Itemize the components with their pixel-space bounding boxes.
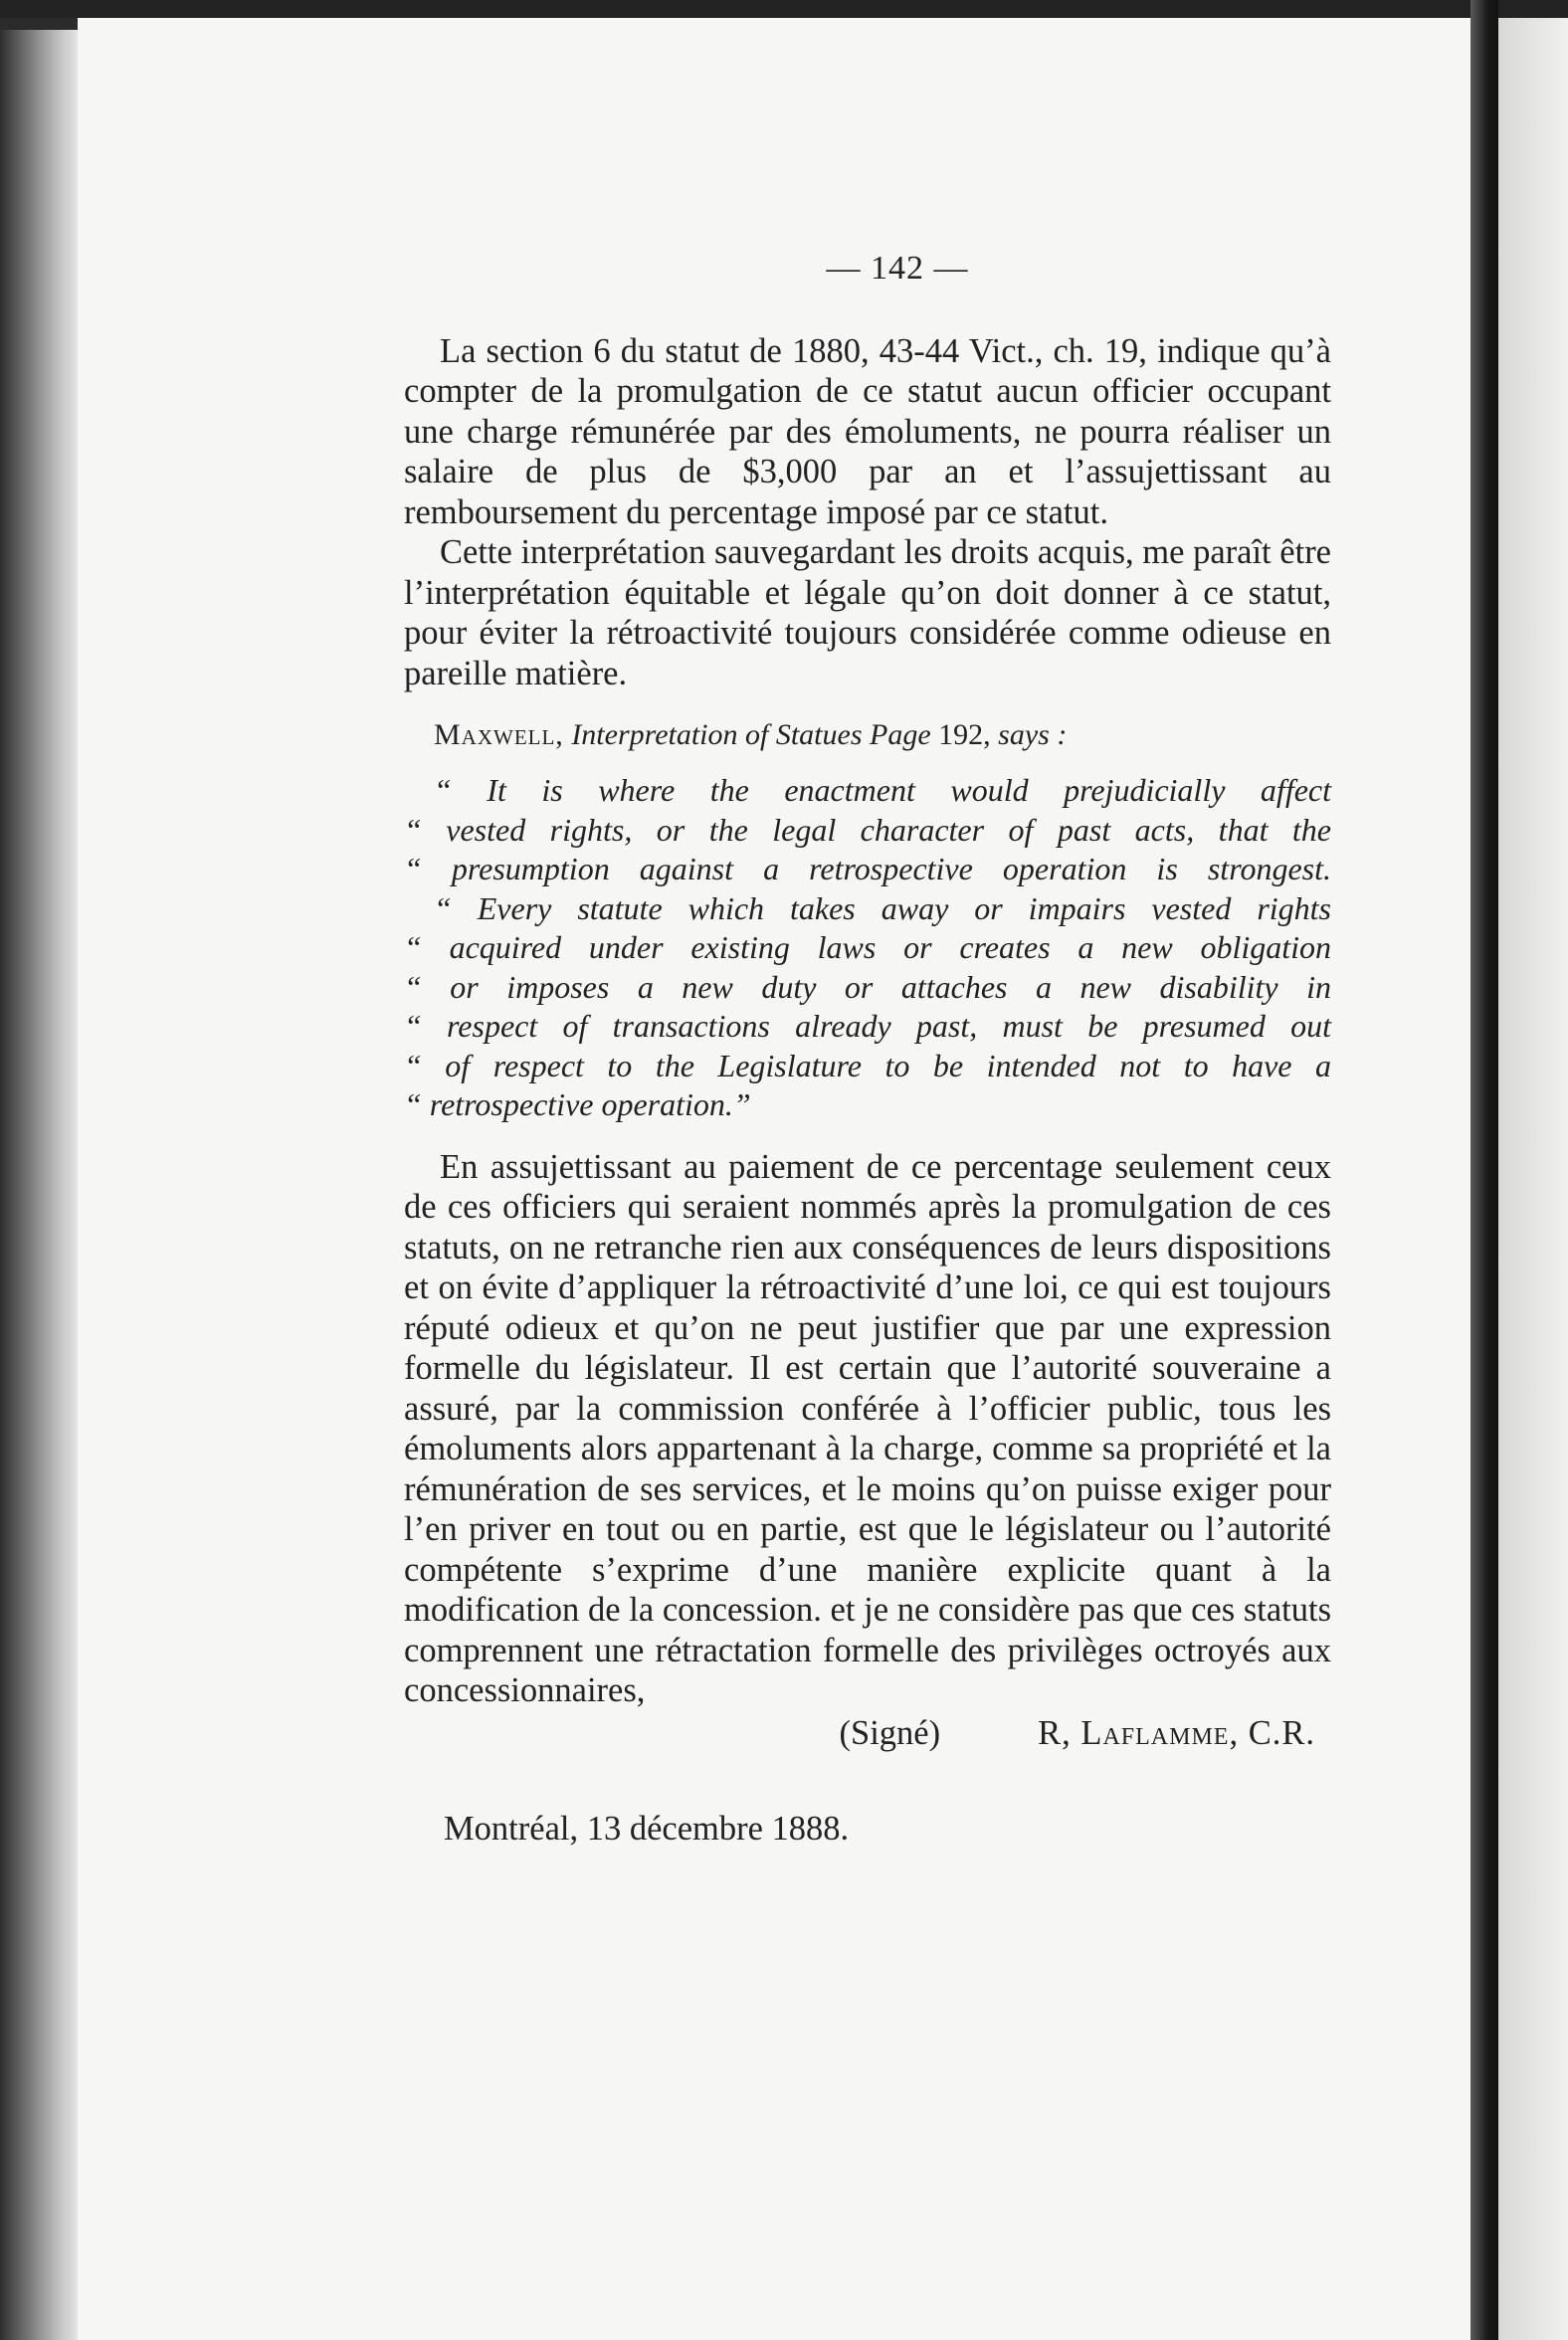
maxwell-quote (404, 771, 1331, 1125)
quote-line: “ It is where the enactment would prejudicially affect (434, 772, 1331, 808)
scan-top-border (0, 0, 1568, 18)
page-gutter (1470, 0, 1498, 2340)
quote-line: “ respect of transactions already past, must be presumed out (404, 1008, 1331, 1044)
quote-line: “ or imposes a new duty or attaches a new disability in (404, 968, 1331, 1005)
citation-work: Interpretation of Statues Page (571, 718, 931, 751)
signed-mark: (Signé) (839, 1713, 941, 1752)
signatory-name: R, Laflamme, C.R. (1038, 1713, 1315, 1752)
adjacent-page-edge (1498, 18, 1568, 2340)
citation-page: 192, (938, 718, 991, 751)
page-number: — 142 — (826, 250, 969, 287)
citation-author: Maxwell, (434, 718, 564, 751)
book-spine-shadow (0, 30, 78, 2340)
quote-line: “ vested rights, or the legal character of past acts, that the (404, 811, 1331, 848)
signature-line (404, 1713, 1331, 1754)
citation-says: says : (998, 718, 1068, 751)
citation-line (434, 715, 1331, 755)
quote-line: “ acquired under existing laws or creates a new obligation (404, 929, 1331, 965)
paragraph-interpretation: Cette interprétation sauvegardant les droits acquis, me paraît être l’interprétation équitable et légale qu’on doit donner à ce statut, pour éviter la rétroactivité toujours considérée comme odieuse en pareille matière. (404, 533, 1331, 692)
page-text (404, 249, 1331, 1850)
quote-line: “ presumption against a retrospective operation is strongest. (404, 851, 1331, 886)
quote-line: “ of respect to the Legislature to be intended not to have a (404, 1047, 1331, 1083)
quote-line: “ Every statute which takes away or impairs vested rights (434, 889, 1331, 926)
place-and-date: Montréal, 13 décembre 1888. (444, 1810, 850, 1848)
paragraph-conclusion: En assujettissant au paiement de ce percentage seulement ceux de ces officiers qui seraient nommés après la promulgation de ces statuts, on ne retranche rien aux conséquences de leurs dispositions et on évite d’appliquer la rétroactivité d’une loi, ce qui est toujours réputé odieux et qu’on ne peut justifier que par une expression formelle du législateur. Il est certain que l’autorité souveraine a assuré, par la commission conférée à l’officier public, tous les émoluments alors appartenant à la charge, comme sa propriété et la rémunération de ses services, et le moins qu’on puisse exiger pour l’en priver en tout ou en partie, est que le législateur ou l’autorité compétente s’exprime d’une manière explicite quant à la modification de la concession. et je ne considère pas que ces statuts comprennent une rétractation formelle des privilèges octroyés aux concessionnaires, (404, 1147, 1331, 1709)
quote-line: “ retrospective operation.” (404, 1086, 751, 1122)
paragraph-section-6: La section 6 du statut de 1880, 43-44 Vict., ch. 19, indique qu’à compter de la promulgation de ce statut aucun officier occupant une charge rémunérée par des émoluments, ne pourra réaliser un salaire de plus de $3,000 par an et l’assujettissant au remboursement du percentage imposé par ce statut. (404, 331, 1331, 531)
